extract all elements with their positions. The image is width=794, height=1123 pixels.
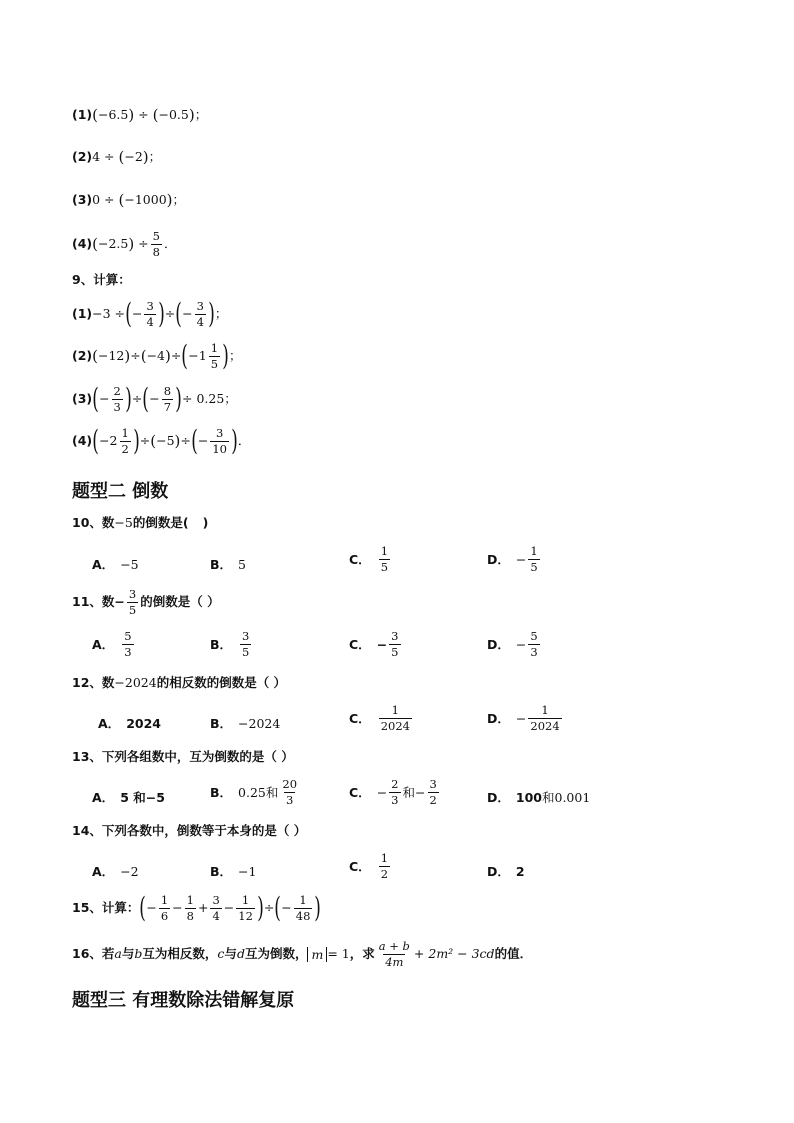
q12-option-c[interactable]: C． $\frac{1}{2024}$ [349, 703, 410, 733]
question-15: 15、计算： ( − $\frac{1}{6}$ − $\frac{1}{8}$ + $\frac{3}{4}$ − $\frac{1}{12}$ ) ÷ ( − $\frac{1}{48}$ ) [72, 891, 322, 925]
fraction: $\frac{3}{10}$ [212, 426, 227, 456]
fraction: $\frac{3}{4}$ [146, 299, 154, 329]
q11-option-b[interactable]: B． $\frac{3}{5}$ [210, 629, 250, 659]
q11-option-a[interactable]: A． $\frac{5}{3}$ [92, 629, 132, 659]
operand: −0.5 [158, 107, 189, 123]
q11-option-d[interactable]: D． − $\frac{5}{3}$ [487, 629, 538, 659]
terminator: ； [194, 107, 208, 123]
section-heading-reciprocal: 题型二 倒数 [72, 481, 169, 502]
q13-option-c[interactable]: C． − $\frac{2}{3}$ 和 − $\frac{3}{2}$ [349, 777, 437, 807]
fraction: $\frac{2}{3}$ [113, 384, 121, 414]
part-label: (4) [72, 432, 93, 448]
operand: −3 [92, 305, 111, 321]
part-label: (1) [72, 305, 93, 321]
q14-option-d[interactable]: D． 2 [487, 863, 525, 879]
operand: 0.25 [196, 390, 225, 406]
operand: −2.5 [97, 235, 129, 251]
q12-option-b[interactable]: B． −2024 [210, 715, 281, 731]
q14-option-b[interactable]: B． −1 [210, 863, 257, 879]
terminator: ； [172, 192, 186, 208]
question-16: 16、若 a 与 b 互为相反数， c 与 d 互为倒数， m = 1 ，求 $\frac{a + b}{4m}$ + 2m² − 3cd 的值． [72, 939, 533, 969]
q14-option-c[interactable]: C． $\frac{1}{2}$ [349, 851, 389, 881]
operand: −1000 [124, 192, 167, 208]
q14-option-a[interactable]: A． −2 [92, 863, 139, 879]
operand: −2 [124, 149, 143, 165]
problem-8-part-3: (3) 0 ÷ ( −1000 ) ； [72, 191, 186, 209]
terminator: ． [237, 432, 251, 448]
fraction: $\frac{5}{8}$ [152, 229, 160, 259]
part-label: (4) [72, 235, 93, 251]
q11-option-c[interactable]: C． − $\frac{3}{5}$ [349, 629, 399, 659]
terminator: ； [214, 305, 228, 321]
question-11-stem: 11、数 − $\frac{3}{5}$ 的倒数是（ ） [72, 587, 220, 617]
part-label: (2) [72, 149, 93, 165]
operand: 4 [92, 149, 101, 165]
part-label: (2) [72, 347, 93, 363]
terminator: ； [148, 149, 162, 165]
operand: −5 [156, 432, 175, 448]
q12-option-d[interactable]: D． − $\frac{1}{2024}$ [487, 703, 560, 733]
terminator: ； [224, 390, 237, 406]
operand: −6.5 [97, 107, 129, 123]
problem-8-part-1: (1) ( −6.5 ) ÷ ( −0.5 ) ； [72, 106, 208, 124]
problem-8-part-2: (2) 4 ÷ ( −2 ) ； [72, 148, 162, 166]
terminator: ； [229, 347, 242, 363]
part-label: (3) [72, 390, 93, 406]
operand: −4 [146, 347, 166, 363]
question-10-stem: 10、数 −5 的倒数是( ) [72, 515, 209, 530]
terminator: ． [163, 235, 177, 251]
mixed-number: −2 $\frac{1}{2}$ [99, 426, 129, 456]
problem-8-part-4: (4) ( −2.5 ) ÷ $\frac{5}{8}$ ． [72, 229, 177, 259]
mixed-number: −1 $\frac{1}{5}$ [188, 341, 219, 371]
q10-option-d[interactable]: D． − $\frac{1}{5}$ [487, 544, 538, 574]
fraction: $\frac{3}{4}$ [196, 299, 204, 329]
problem-9-part-3: (3) ( − $\frac{2}{3}$ ) ÷ ( − $\frac{8}{7}$ ) ÷ 0.25 ； [72, 382, 237, 416]
question-12-stem: 12、数 −2024 的相反数的倒数是（ ） [72, 675, 287, 690]
section-heading-division-error: 题型三 有理数除法错解复原 [72, 990, 295, 1011]
part-label: (3) [72, 192, 93, 208]
problem-9-part-2: (2) ( −12 ) ÷ ( −4 ) ÷ ( −1 $\frac{1}{5}$ ) ； [72, 339, 242, 373]
operand: 0 [92, 192, 101, 208]
q13-option-a[interactable]: A． 5 和−5 [92, 790, 165, 805]
q10-option-a[interactable]: A． −5 [92, 556, 139, 572]
q12-option-a[interactable]: A． 2024 [98, 715, 161, 731]
problem-9-title: 9、计算： [72, 272, 131, 287]
question-14-stem: 14、下列各数中，倒数等于本身的是（ ） [72, 823, 307, 838]
q13-option-b[interactable]: B． 0.25 和 $\frac{20}{3}$ [210, 777, 298, 807]
q10-option-c[interactable]: C． $\frac{1}{5}$ [349, 544, 389, 574]
fraction: $\frac{8}{7}$ [163, 384, 172, 414]
part-label: (1) [72, 107, 93, 123]
q13-option-d[interactable]: D． 100 和 0.001 [487, 789, 591, 805]
problem-9-part-4: (4) ( −2 $\frac{1}{2}$ ) ÷ ( −5 ) ÷ ( − $\frac{3}{10}$ ) ． [72, 424, 251, 458]
absolute-value: m [307, 947, 327, 962]
operand: −12 [97, 347, 125, 363]
q10-option-b[interactable]: B． 5 [210, 556, 246, 572]
question-13-stem: 13、下列各组数中，互为倒数的是（ ） [72, 749, 294, 764]
problem-9-part-1: (1) −3 ÷ ( − $\frac{3}{4}$ ) ÷ ( − $\frac{3}{4}$ ) ； [72, 297, 228, 331]
